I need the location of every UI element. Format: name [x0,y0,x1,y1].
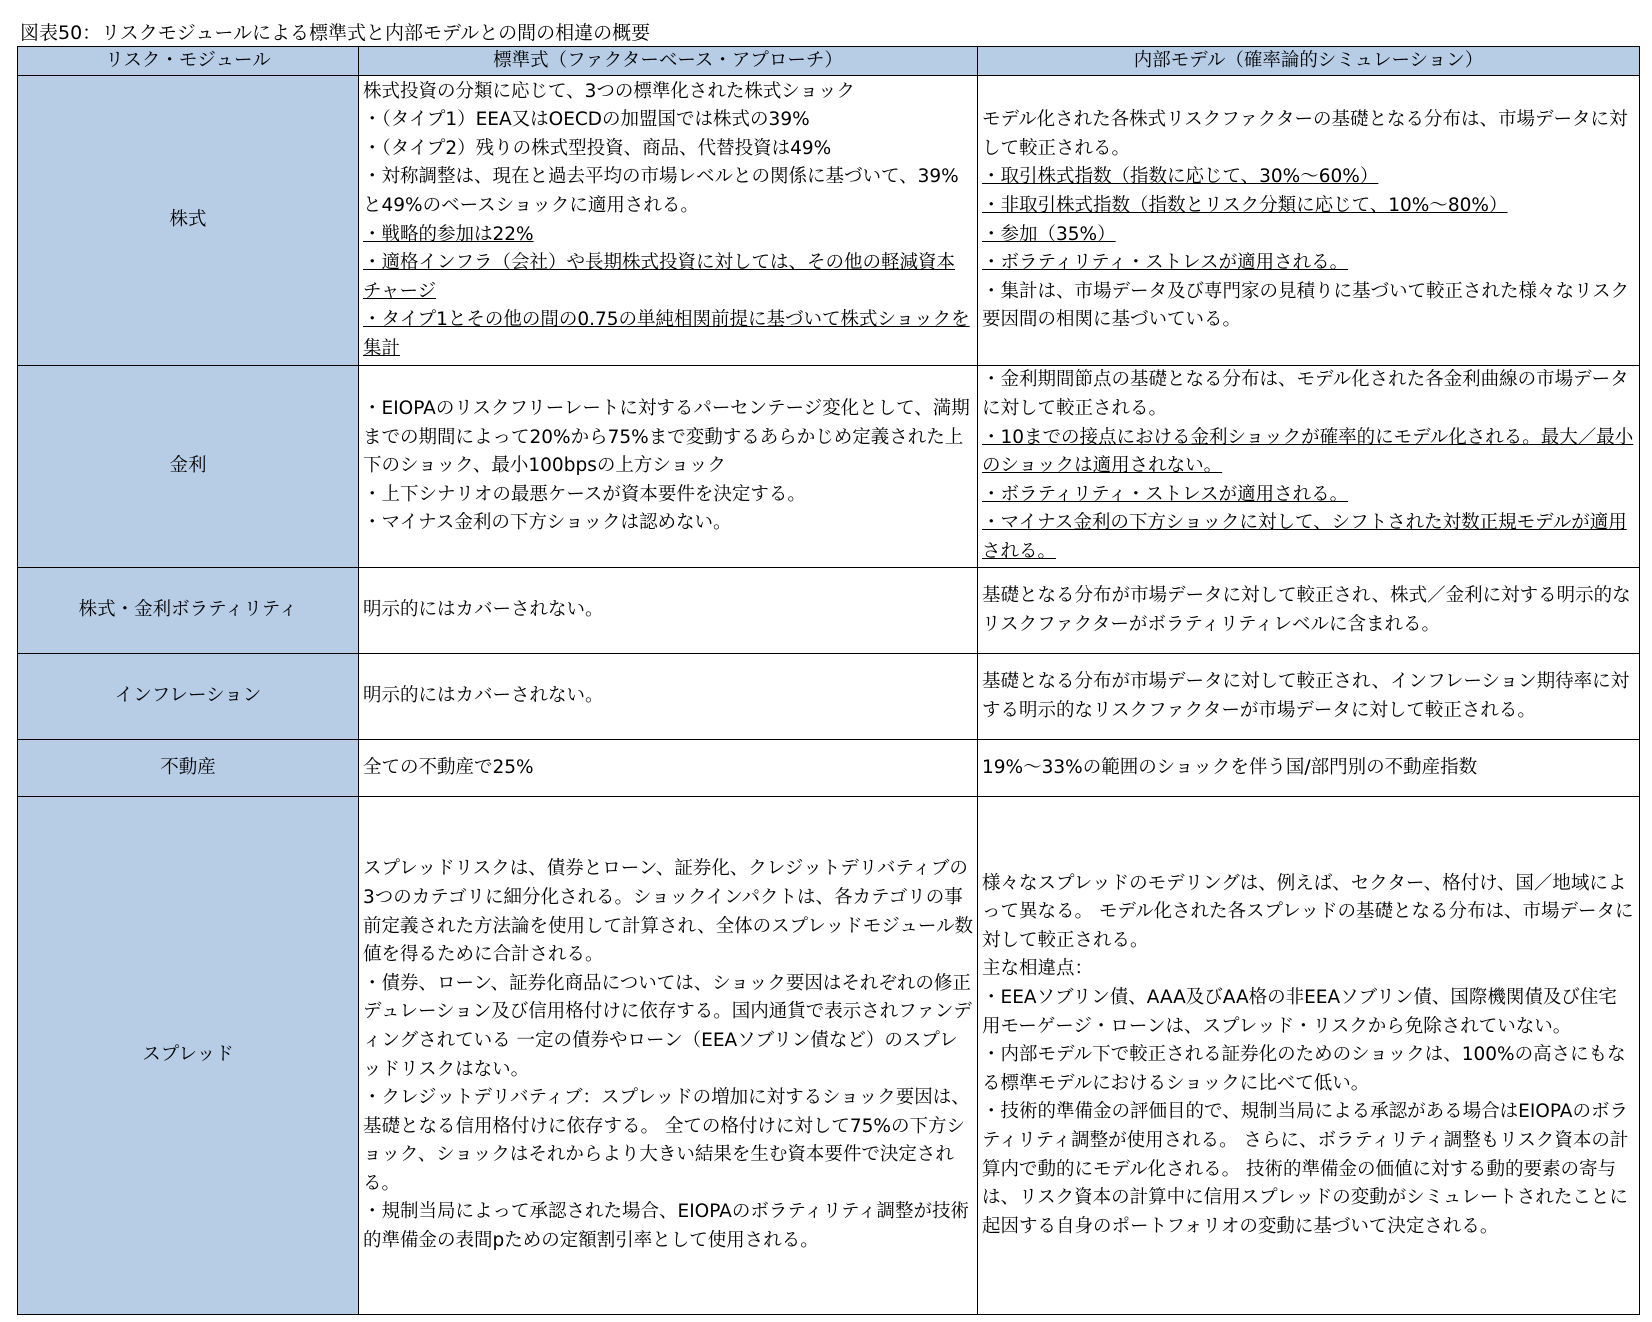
cell-line: ・ボラティリティ・ストレスが適用される。 [982,483,1349,505]
module-cell: 株式 [18,76,359,366]
module-cell: インフレーション [18,654,359,740]
cell-line: ・参加（35%） [982,223,1116,245]
internal-cell [978,568,1640,654]
standard-cell [359,797,978,1315]
internal-cell [978,654,1640,740]
cell-line: 明示的にはカバーされない。 [363,685,604,707]
cell-line: 明示的にはカバーされない。 [363,599,604,621]
cell-line: ・内部モデル下で較正される証券化のためのショックは、100%の高さにもなる標準モデルにおけるショックに比べて低い。 [982,1044,1626,1094]
internal-cell [978,740,1640,797]
standard-cell [359,740,978,797]
header-row [18,47,1640,76]
table-row-spread [18,797,1640,1315]
cell-line: ・ボラティリティ・ストレスが適用される。 [982,252,1349,274]
cell-line: ・クレジットデリバティブ：スプレッドの増加に対するショック要因は、基礎となる信用格付けに依存する。 全ての格付けに対して75%の下方ショック、ショックはそれからより大きい結果を生む資本要件で決定される。 [363,1087,970,1194]
cell-line: モデル化された各株式リスクファクターの基礎となる分布は、市場データに対して較正される。 [982,109,1628,159]
cell-line: 様々なスプレッドのモデリングは、例えば、セクター、格付け、国／地域によって異なる。 モデル化された各スプレッドの基礎となる分布は、市場データに対して較正される。 [982,872,1634,951]
internal-cell [978,366,1640,568]
cell-line: 19%～33%の範囲のショックを伴う国/部門別の不動産指数 [982,756,1478,778]
cell-line: 基礎となる分布が市場データに対して較正され、株式／金利に対する明示的なリスクファクターがボラティリティレベルに含まれる。 [982,584,1631,635]
cell-line: ・（タイプ2）残りの株式型投資、商品、代替投資は49% [363,137,832,159]
table-row-inflation [18,654,1640,740]
module-cell: 株式・金利ボラティリティ [18,568,359,654]
cell-line: 全ての不動産で25% [363,756,534,778]
cell-line: ・EIOPAのリスクフリーレートに対するパーセンテージ変化として、満期までの期間によって20%から75%まで変動するあらかじめ定義された上下のショック、最小100bpsの上方ショック [363,398,970,477]
cell-line: ・取引株式指数（指数に応じて、30%～60%） [982,166,1379,188]
cell-line: ・規制当局によって承認された場合、EIOPAのボラティリティ調整が技術的準備金の表間pための定額割引率として使用される。 [363,1201,970,1252]
table-row-interest [18,366,1640,568]
standard-cell [359,654,978,740]
module-cell: 金利 [18,366,359,568]
cell-line: スプレッドリスクは、債券とローン、証券化、クレジットデリバティブの3つのカテゴリに細分化される。ショックインパクトは、各カテゴリの事前定義された方法論を使用して計算され、全体のスプレッドモジュール数値を得るために合計される。 [363,858,973,966]
cell-line: ・タイプ1とその他の間の0.75の単純相関前提に基づいて株式ショックを集計 [363,309,970,359]
cell-line: ・適格インフラ（会社）や長期株式投資に対しては、その他の軽減資本チャージ [363,252,956,302]
cell-line: ・技術的準備金の評価目的で、規制当局による承認がある場合はEIOPAのボラティリティ調整が使用される。 さらに、ボラティリティ調整もリスク資本の計算内で動的にモデル化される。 技術的準備金の価値に対する動的要素の寄与は、リスク資本の計算中に信用スプレッドの変動がシミュレートされたことに起因する自身のポートフォリオの変動に基づいて決定される。 [982,1101,1629,1237]
module-cell: 不動産 [18,740,359,797]
cell-line: ・EEAソブリン債、AAA及びAA格の非EEAソブリン債、国際機関債及び住宅用モーゲージ・ローンは、スプレッド・リスクから免除されていない。 [982,987,1617,1037]
cell-line: ・戦略的参加は22% [363,223,534,245]
header-internal-model: 内部モデル（確率論的シミュレーション） [978,47,1640,76]
table-title: 図表50：リスクモジュールによる標準式と内部モデルとの間の相違の概要 [20,22,651,44]
cell-line: 基礎となる分布が市場データに対して較正され、インフレーション期待率に対する明示的なリスクファクターが市場データに対して較正される。 [982,670,1630,721]
standard-cell [359,76,978,366]
internal-cell [978,797,1640,1315]
module-cell: スプレッド [18,797,359,1315]
internal-cell [978,76,1640,366]
cell-line: ・非取引株式指数（指数とリスク分類に応じて、10%～80%） [982,194,1508,216]
header-risk-module: リスク・モジュール [18,47,359,76]
cell-line: ・債券、ローン、証券化商品については、ショック要因はそれぞれの修正デュレーション及び信用格付けに依存する。国内通貨で表示されファンディングされている 一定の債券やローン（EEAソブリン債など）のスプレッドリスクはない。 [363,972,972,1080]
table-row-real-estate [18,740,1640,797]
cell-line: ・金利期間節点の基礎となる分布は、モデル化された各金利曲線の市場データに対して較正される。 [982,369,1629,420]
standard-cell [359,568,978,654]
cell-line: ・（タイプ1）EEA又はOECDの加盟国では株式の39% [363,109,810,131]
cell-line: 主な相違点： [982,958,1094,980]
comparison-table [17,46,1640,1315]
table-row-volatility [18,568,1640,654]
standard-cell [359,366,978,568]
cell-line: ・対称調整は、現在と過去平均の市場レベルとの関係に基づいて、39%と49%のベースショックに適用される。 [363,166,959,216]
cell-line: ・マイナス金利の下方ショックは認めない。 [363,512,732,534]
cell-line: ・上下シナリオの最悪ケースが資本要件を決定する。 [363,483,806,505]
cell-line: ・集計は、市場データ及び専門家の見積りに基づいて較正された様々なリスク要因間の相関に基づいている。 [982,280,1630,331]
header-standard-formula: 標準式（ファクターベース・アプローチ） [359,47,978,76]
cell-line: 株式投資の分類に応じて、3つの標準化された株式ショック [363,80,856,102]
cell-line: ・マイナス金利の下方ショックに対して、シフトされた対数正規モデルが適用される。 [982,512,1627,562]
table-row-equity [18,76,1640,366]
cell-line: ・10までの接点における金利ショックが確率的にモデル化される。最大／最小のショックは適用されない。 [982,426,1634,477]
